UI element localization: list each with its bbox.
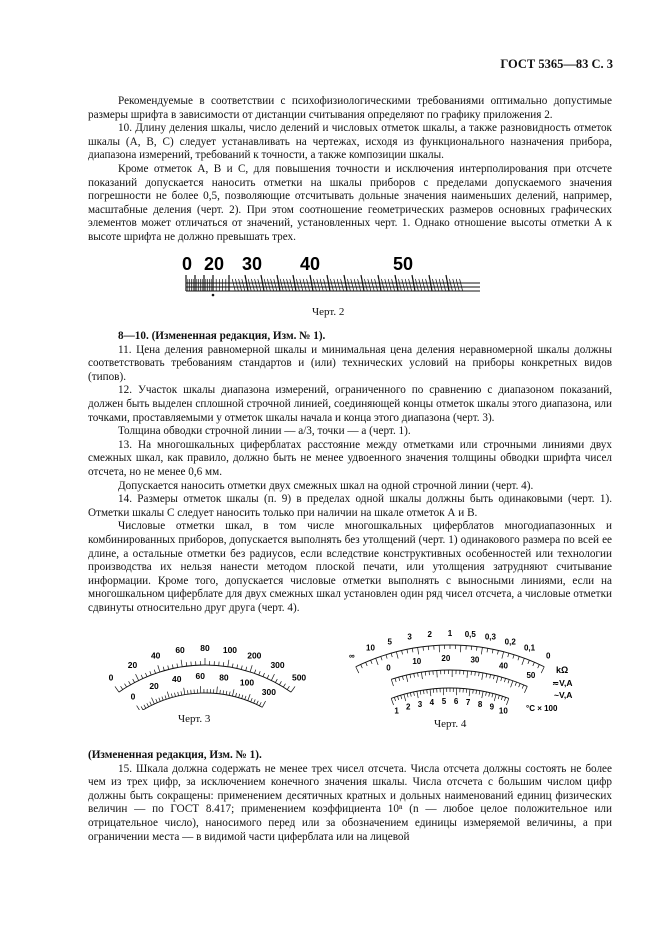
scale-label: 0 (130, 691, 136, 702)
scale-tick (511, 681, 513, 688)
scale-tick (133, 679, 135, 683)
scale-label: 300 (270, 659, 285, 670)
scale-tick (439, 279, 442, 291)
scale-tick (254, 670, 255, 674)
scale-label: 30 (242, 254, 263, 274)
scale-tick (144, 705, 146, 708)
scale-tick (460, 279, 463, 291)
scale-label: 50 (393, 254, 414, 274)
scale-label: 10 (498, 706, 508, 716)
scale-tick (152, 698, 155, 704)
scale-tick (398, 279, 401, 291)
scale-tick (513, 655, 514, 659)
paragraph: 14. Размеры отметок шкалы (п. 9) в пределах одной шкалы должны быть одинаковыми (черт. 1). Отметки шкалы С следует наносить только при наличии на шкале отметок А и В. (88, 493, 612, 519)
scale-tick (242, 695, 243, 699)
scale-tick (125, 684, 127, 687)
scale-tick (150, 671, 151, 675)
scale-arc (140, 693, 262, 710)
page-header: ГОСТ 5365—83 С. 3 (500, 57, 613, 71)
scale-tick (254, 699, 256, 703)
scale-tick (187, 690, 188, 694)
text-block-2 (88, 330, 612, 615)
scale-label: 500 (291, 672, 307, 683)
scale-tick (508, 653, 509, 657)
scale-tick (251, 279, 254, 291)
unit-celsius: °C × 100 (526, 704, 558, 713)
scale-tick (290, 279, 293, 291)
scale-tick (541, 667, 544, 673)
paragraph: Числовые отметки шкал, в том числе многошкальных циферблатов многодиапазонных и комбинированных приборов, допускается выполнять без утолщений (черт. 1) одинакового размера по всей ее длине, а остальные отметки без радиусов, если вследствие конструктивных особенностей или технологии производства их нельзя нанести методом плоской печати, или утолщения затрудняют считывание информации. Кроме того, допускается числовые отметки выполнять с выносными линиями, если на многошкальном циферблате для двух смежных шкал установлен один ряд чисел отсчета, а числовые отметки сдвинуты относительно друг друга (черт. 4). (88, 520, 612, 614)
scale-tick (518, 656, 519, 660)
scale-tick (399, 677, 400, 681)
paragraph: Кроме отметок А, В и С, для повышения точности и исключения интерполирования при отсчете показаний допускается наносить отметки на шкалы приборов с пределами допускаемого значения погрешности не более 0,5, позволяющие отсчитывать дольные значения наименьших делений, например, масштабные деления (черт. 2). При этом соотношение геометрических размеров основных графических элементов может отличаться от значений, установленных черт. 1. Однако отношение высоты отметки А к высоте шрифта не должно превышать трех. (88, 162, 612, 243)
scale-tick (358, 279, 361, 291)
scale-label: 300 (261, 686, 276, 697)
scale-tick (296, 279, 299, 291)
scale-tick (262, 701, 265, 707)
text-block-3 (88, 749, 612, 844)
scale-tick (414, 673, 415, 677)
scale-tick (533, 662, 535, 666)
scale-tick (245, 696, 246, 700)
scale-tick (456, 279, 459, 291)
scale-tick (251, 698, 252, 702)
scale-tick (248, 279, 251, 291)
scale-label: 0 (545, 651, 551, 661)
scale-label: 100 (222, 644, 238, 655)
scale-tick (147, 703, 149, 707)
scale-label: 60 (175, 644, 185, 655)
scale-tick (239, 279, 242, 291)
scale-tick (486, 692, 487, 696)
scale-tick (432, 279, 435, 291)
scale-tick (175, 693, 176, 697)
scale-tick (494, 694, 496, 701)
scale-tick (479, 672, 480, 676)
scale-tick (490, 674, 491, 678)
scale-tick (493, 675, 494, 679)
scale-tick (502, 652, 504, 659)
scale-tick (522, 685, 524, 689)
scale-tick (181, 660, 182, 667)
scale-tick (303, 279, 306, 291)
scale-tick (145, 673, 147, 677)
scale-tick (508, 679, 509, 683)
scale-tick (137, 706, 141, 710)
text-block-1 (88, 95, 612, 245)
scale-tick (229, 692, 230, 696)
scale-tick (427, 690, 428, 694)
scale-tick (172, 665, 173, 669)
scale-tick (371, 660, 372, 664)
scale-tick (417, 691, 418, 698)
scale-tick (232, 689, 234, 696)
scale-label: 0 (182, 254, 193, 274)
scale-tick (115, 686, 119, 692)
scale-label: 0 (108, 672, 114, 683)
scale-label: 2 (405, 702, 411, 712)
scale-label: 50 (526, 671, 536, 681)
scale-tick (479, 691, 480, 695)
paragraph: Рекомендуемые в соответствии с психофизиологическими требованиями оптимально допустимые размеры шрифта в зависимости от дистанции считывания определяют по графику приложения 2. (88, 95, 612, 121)
scale-tick (381, 279, 384, 291)
scale-label: 30 (470, 655, 480, 665)
scale-tick (410, 693, 411, 697)
scale-tick (391, 653, 392, 657)
scale-tick (418, 647, 419, 654)
scale-label: 0,2 (504, 637, 516, 647)
scale-tick (391, 698, 393, 705)
scale-label: 80 (219, 672, 229, 683)
scale-tick (414, 692, 415, 696)
scale-tick (177, 664, 178, 668)
scale-tick (364, 279, 367, 291)
scale-label: 5 (387, 637, 392, 647)
scale-tick (492, 649, 493, 653)
scale-tick (515, 682, 516, 686)
scale-tick (283, 279, 286, 291)
scale-tick (141, 706, 143, 709)
scale-tick (392, 279, 395, 291)
scale-tick (453, 279, 456, 291)
scale-tick (287, 279, 290, 291)
scale-tick (287, 686, 289, 689)
scale-label: 10 (366, 643, 375, 653)
scale-tick (402, 651, 403, 655)
scale-tick (271, 279, 274, 291)
scale-tick (436, 279, 439, 291)
scale-tick (386, 655, 387, 659)
scale-tick (267, 675, 269, 679)
scale-tick (232, 664, 233, 668)
scale-label: 0,3 (484, 632, 496, 642)
scale-tick (423, 690, 424, 694)
scale-label: 10 (412, 656, 422, 666)
scale-tick (388, 279, 391, 291)
scale-tick (410, 674, 411, 678)
paragraph: (Измененная редакция, Изм. № 1). (88, 749, 262, 761)
scale-tick (415, 279, 418, 291)
scale-tick (263, 673, 265, 677)
paragraph: 12. Участок шкалы диапазона измерений, ограниченного по сравнению с диапазоном показаний, должен быть выделен сплошной строчной линией, соединяющей концы отметок шкалы этого диапазона, или точками, проставляемыми у отметок шкалы начала и конца этого диапазона (черт. 3). (88, 384, 612, 424)
scale-tick (404, 694, 406, 701)
scale-label: 20 (149, 680, 159, 691)
scale-tick (423, 647, 424, 651)
scale-tick (501, 696, 502, 700)
scale-tick (283, 684, 285, 687)
scale-label: 20 (441, 654, 451, 664)
figure-4-multiscale-dial (338, 610, 578, 718)
scale-tick (481, 647, 482, 654)
scale-label: 7 (465, 698, 471, 708)
unit-kohm: kΩ (556, 665, 569, 675)
scale-tick (506, 698, 508, 705)
scale-tick (159, 698, 160, 702)
scale-tick (341, 279, 344, 291)
scale-tick (482, 673, 483, 680)
figure-4-caption: Черт. 4 (434, 718, 467, 730)
scale-label: 100 (239, 677, 255, 688)
scale-tick (248, 694, 250, 701)
scale-tick (467, 671, 468, 678)
scale-label: 20 (204, 254, 225, 274)
scale-tick (449, 279, 452, 291)
scale-label: 40 (150, 650, 161, 661)
scale-tick (443, 279, 446, 291)
scale-tick (242, 279, 245, 291)
scale-tick (476, 690, 477, 694)
scale-label: 1 (447, 629, 453, 638)
scale-tick (236, 693, 237, 697)
scale-label: 80 (200, 643, 210, 653)
scale-label: 20 (127, 659, 138, 670)
scale-tick (538, 664, 540, 668)
paragraph: 8—10. (Измененная редакция, Изм. № 1). (118, 330, 326, 342)
scale-tick (241, 666, 242, 670)
scale-tick (397, 696, 398, 700)
scale-tick (217, 687, 218, 694)
paragraph: 11. Цена деления равномерной шкалы и минимальная цена деления неравномерной шкалы должны соответствовать требованиям стандартов и (или) технических условий на приборы конкретных видов (типов). (88, 343, 612, 383)
scale-label: 8 (477, 699, 483, 709)
figure-2-caption: Черт. 2 (312, 306, 345, 318)
scale-tick (300, 279, 303, 291)
fig4-arcs (349, 629, 551, 715)
scale-arc (391, 670, 527, 686)
scale-tick (419, 279, 422, 291)
scale-tick (407, 649, 408, 653)
scale-tick (524, 686, 527, 692)
scale-tick (469, 689, 470, 696)
scale-tick (275, 679, 277, 683)
scale-tick (237, 665, 238, 669)
scale-tick (395, 678, 396, 682)
scale-tick (396, 652, 398, 659)
scale-tick (354, 279, 357, 291)
scale-tick (274, 279, 277, 291)
scale-label: 0,1 (523, 643, 536, 653)
scale-tick (402, 279, 405, 291)
scale-tick (371, 279, 374, 291)
scale-tick (426, 279, 429, 291)
scale-tick (271, 674, 274, 680)
scale-tick (267, 279, 270, 291)
scale-tick (381, 656, 382, 660)
scale-tick (258, 279, 261, 291)
scale-tick (477, 647, 478, 651)
scale-tick (504, 697, 505, 701)
figure-3-caption: Черт. 3 (178, 713, 211, 725)
scale-label: 2 (427, 629, 432, 639)
scale-tick (482, 691, 483, 698)
scale-label: 40 (300, 254, 321, 274)
scale-tick (487, 648, 488, 652)
scale-tick (313, 279, 316, 291)
paragraph: Допускается наносить отметки двух смежных шкал на одной строчной линии (черт. 4). (118, 479, 534, 492)
scale-tick (497, 651, 498, 655)
scale-tick (368, 279, 371, 291)
scale-label: 0,5 (464, 629, 476, 639)
scale-tick (501, 677, 502, 681)
scale-tick (320, 279, 323, 291)
scale-tick (407, 693, 408, 697)
scale-tick (239, 694, 240, 698)
scale-tick (167, 692, 169, 699)
scale-tick (519, 683, 520, 687)
scale-tick (361, 664, 363, 668)
scale-label: 3 (407, 632, 412, 642)
scale-tick (351, 279, 354, 291)
scale-tick (324, 279, 327, 291)
scale-tick (366, 662, 368, 666)
scale-tick (475, 672, 476, 676)
scale-label: 200 (247, 650, 262, 661)
scale-tick (279, 681, 281, 684)
scale-tick (228, 660, 229, 667)
scale-tick (156, 699, 158, 703)
scale-tick (394, 697, 395, 701)
scale-tick (226, 691, 227, 695)
scale-tick (356, 667, 359, 673)
scale-tick (317, 279, 320, 291)
scale-tick (402, 676, 403, 680)
figure-2-linear-scale (180, 248, 480, 304)
scale-tick (291, 686, 295, 692)
scale-tick (473, 690, 474, 694)
fig3-arcs (109, 643, 307, 710)
scale-tick (406, 675, 408, 682)
scale-label: 6 (453, 697, 459, 707)
scale-tick (337, 279, 340, 291)
scale-tick (492, 693, 493, 697)
scale-tick (330, 279, 333, 291)
scale-tick (307, 279, 310, 291)
scale-tick (232, 279, 235, 291)
scale-tick (223, 690, 224, 694)
scale-tick (181, 691, 182, 695)
scale-tick (255, 279, 258, 291)
scale-tick (259, 702, 261, 706)
scale-tick (496, 676, 498, 683)
scale-tick (401, 695, 402, 699)
scale-tick (385, 279, 388, 291)
paragraph: 15. Шкала должна содержать не менее трех чисел отсчета. Числа отсчета должны состоять не более чем из трех цифр, за исключением конечного значения шкалы. Числа отсчета с большим числом цифр должны быть сокращены: применением десятичных кратных и дольных наименований единиц физических величин — по ГОСТ 8.417; применением коэффициента 10ⁿ (n — любое целое положительное или отрицательное число), наносимого перед или за обозначением единицы измеряемой величины, а при ограничении места — в видимой части циферблата или на лицевой (88, 762, 612, 843)
scale-tick (158, 665, 160, 672)
scale-label: 1 (394, 706, 399, 716)
scale-tick (421, 672, 422, 679)
scale-tick (280, 279, 283, 291)
scale-tick (412, 648, 413, 652)
scale-tick (504, 678, 505, 682)
scale-label: 3 (417, 699, 423, 709)
scale-tick (430, 689, 431, 696)
scale-tick (347, 279, 350, 291)
scale-tick (235, 279, 238, 291)
scale-label: 40 (171, 673, 182, 684)
unit-va-ac: ~V,A (554, 690, 573, 700)
scale-tick (150, 702, 152, 706)
scale-tick (375, 279, 378, 291)
scale-tick (425, 672, 426, 676)
scale-tick (422, 279, 425, 291)
scale-label: 5 (441, 697, 447, 707)
scale-label: ∞ (348, 651, 355, 661)
scale-tick (376, 658, 378, 665)
scale-tick (165, 696, 166, 700)
scale-tick (250, 665, 252, 672)
figure-3-arc-scales (80, 615, 330, 710)
scale-tick (528, 660, 529, 664)
scale-tick (246, 667, 247, 671)
scale-tick (162, 697, 163, 701)
scale-tick (136, 674, 139, 680)
scale-tick (178, 692, 179, 696)
scale-tick (334, 279, 337, 291)
scale-tick (171, 694, 172, 698)
scale-tick (418, 673, 419, 677)
scale-tick (264, 279, 267, 291)
scale-tick (184, 688, 185, 695)
scale-tick (257, 701, 259, 705)
scale-tick (486, 674, 487, 678)
scale-tick (489, 693, 490, 697)
scale-label: 9 (489, 702, 495, 712)
scale-tick (154, 670, 155, 674)
paragraph: 13. На многошкальных циферблатах расстояние между отметками или строчными линиями двух смежных шкал, как правило, должно быть не менее удвоенного значения толщины обводки шрифта чисел отсчета, но не менее 0,6 мм. (88, 438, 612, 478)
scale-label: 4 (429, 698, 435, 708)
scale-tick (409, 279, 412, 291)
scale-tick (522, 658, 524, 665)
paragraph: Толщина обводки строчной линии — a/3, точки — a (черт. 1). (118, 425, 411, 438)
scale-tick (405, 279, 408, 291)
scale-tick (168, 666, 169, 670)
scale-label: 60 (195, 671, 205, 682)
scale-tick (391, 679, 393, 686)
scale-tick (420, 691, 421, 695)
scale-tick (498, 695, 499, 699)
scale-tick (141, 675, 143, 679)
scale-tick (163, 667, 164, 671)
scale-tick (121, 686, 123, 689)
scale-tick (129, 681, 131, 684)
unit-va-dc: ≂V,A (552, 678, 573, 688)
scale-label: 40 (499, 661, 508, 671)
scale-label: 0 (386, 663, 391, 673)
paragraph: 10. Длину деления шкалы, число делений и числовых отметок шкалы, а также разновидность отметок шкалы (А, В, С) следует устанавливать на чертежах, исходя из функционального назначения прибора, диапазона измерений, требований к точности, а также композиции шкалы. (88, 122, 612, 162)
scale-tick (259, 671, 260, 675)
